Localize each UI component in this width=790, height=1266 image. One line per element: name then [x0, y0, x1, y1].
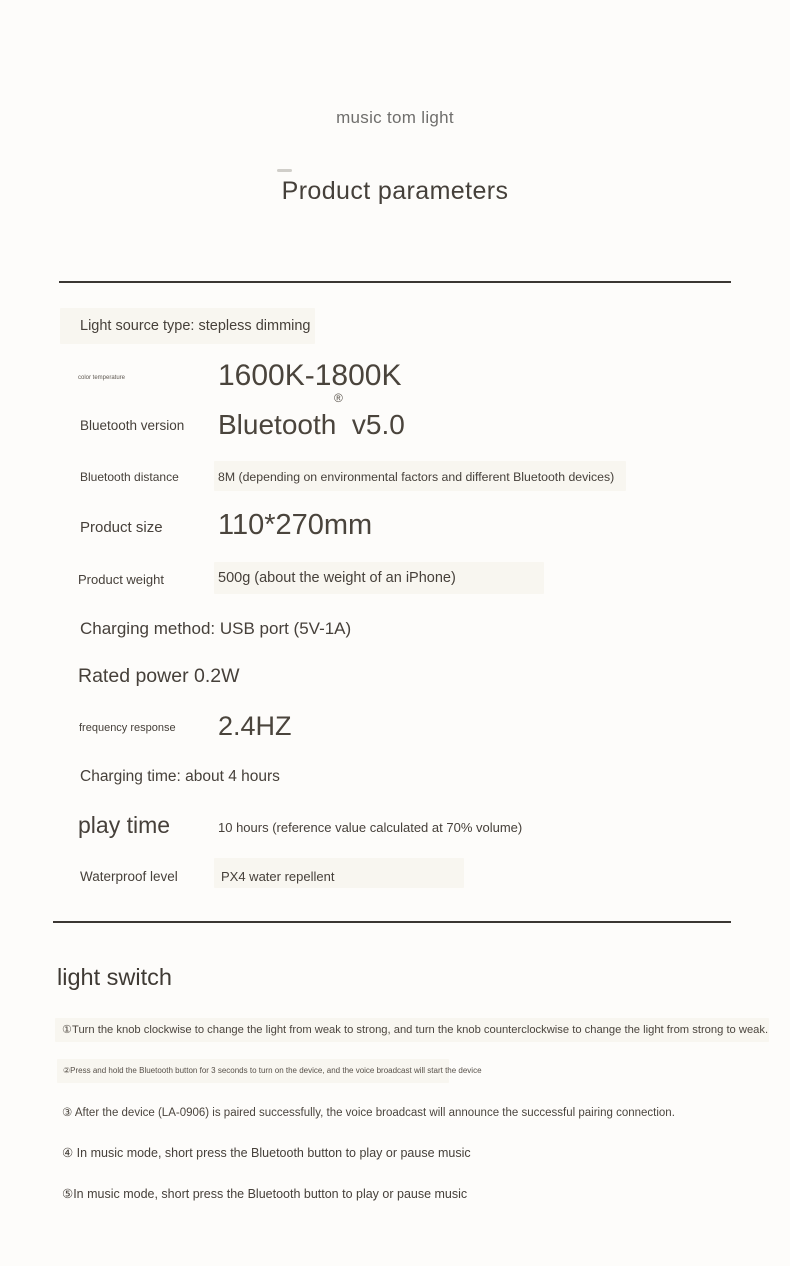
spec-value-product-size: 110*270mm: [218, 509, 373, 541]
spec-value-bluetooth-version: Bluetooth v5.0: [218, 409, 405, 440]
registered-trademark-icon: ®: [334, 391, 343, 405]
spec-label-product-weight: Product weight: [78, 572, 164, 587]
spec-value-play-time: 10 hours (reference value calculated at 70% volume): [218, 820, 523, 835]
light-switch-instruction-5: ⑤In music mode, short press the Bluetooth button to play or pause music: [62, 1187, 468, 1201]
brand-title: music tom light: [336, 108, 454, 127]
spec-label-product-size: Product size: [80, 519, 163, 536]
page-title: Product parameters: [281, 177, 509, 205]
spec-charging-time: Charging time: about 4 hours: [80, 768, 280, 785]
spec-label-waterproof-level: Waterproof level: [80, 869, 178, 884]
light-switch-instruction-2: ②Press and hold the Bluetooth button for 3 seconds to turn on the device, and the voice broadcast will start the device: [63, 1066, 482, 1075]
divider-top: [59, 281, 731, 283]
spec-label-frequency-response: frequency response: [79, 722, 176, 734]
spec-value-bluetooth-distance: 8M (depending on environmental factors and different Bluetooth devices): [218, 470, 615, 484]
spec-charging-method: Charging method: USB port (5V-1A): [80, 619, 352, 638]
spec-rated-power: Rated power 0.2W: [78, 665, 240, 687]
spec-value-color-temperature: 1600K-1800K: [218, 359, 402, 392]
spec-label-bluetooth-version: Bluetooth version: [80, 418, 185, 433]
spec-value-frequency-response: 2.4HZ: [218, 711, 292, 741]
light-switch-instruction-1: ①Turn the knob clockwise to change the light from weak to strong, and turn the knob counterclockwise to change the light from strong to weak.: [62, 1024, 769, 1036]
light-switch-heading: light switch: [57, 964, 172, 990]
spec-label-color-temperature: color temperature: [78, 375, 126, 381]
divider-bottom: [53, 921, 731, 923]
spec-light-source-type: Light source type: stepless dimming: [80, 318, 311, 334]
ghost-mark: [277, 169, 292, 172]
light-switch-instruction-4: ④ In music mode, short press the Bluetooth button to play or pause music: [62, 1146, 471, 1160]
light-switch-instruction-3: ③ After the device (LA-0906) is paired successfully, the voice broadcast will announce the successful pairing connection.: [62, 1107, 675, 1119]
spec-value-product-weight: 500g (about the weight of an iPhone): [218, 570, 456, 586]
spec-value-waterproof-level: PX4 water repellent: [221, 869, 335, 884]
spec-label-bluetooth-distance: Bluetooth distance: [80, 470, 179, 484]
spec-label-play-time: play time: [78, 812, 171, 838]
